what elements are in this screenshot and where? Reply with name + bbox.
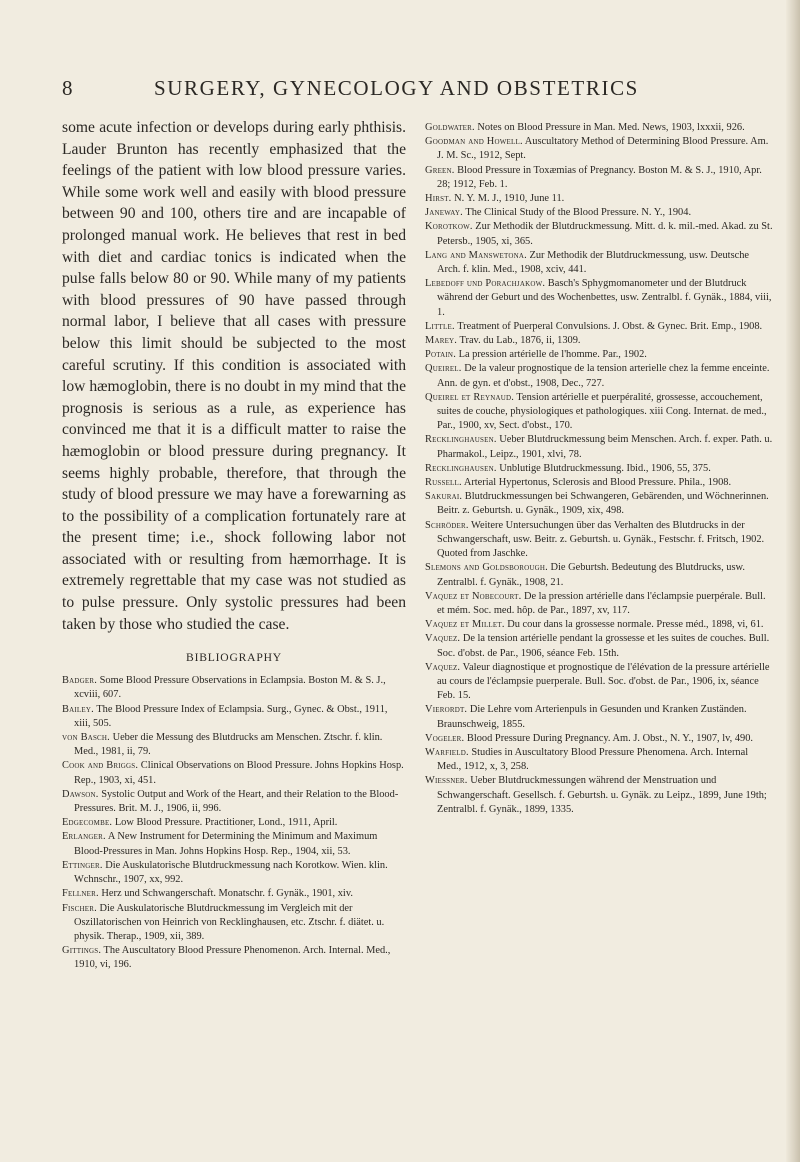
reference-text: The Blood Pressure Index of Eclampsia. Surg., Gynec. & Obst., 1911, xiii, 505. bbox=[74, 703, 388, 729]
reference-author: Badger. bbox=[62, 675, 98, 687]
reference-text: Clinical Observations on Blood Pressure. Johns Hopkins Hosp. Rep., 1903, xi, 451. bbox=[74, 760, 404, 786]
bibliography-entry bbox=[425, 490, 773, 518]
bibliography-entry bbox=[62, 902, 406, 945]
reference-author: Russell. bbox=[425, 477, 462, 489]
reference-text: Arterial Hypertonus, Sclerosis and Blood Pressure. Phila., 1908. bbox=[461, 477, 732, 489]
reference-author: Ettinger. bbox=[62, 859, 103, 871]
reference-author: Edgecombe. bbox=[62, 817, 113, 829]
reference-text: Die Auskulatorische Blutdruckmessung nach Korotkow. Wien. klin. Wchnschr., 1907, xx, 992. bbox=[74, 859, 388, 886]
bibliography-entry bbox=[425, 433, 773, 461]
reference-text: Weitere Untersuchungen über das Verhalten des Blutdrucks in der Schwangerschaft, usw. Beitr. z. Geburtsh. u. Gynäk., Festschr. f. Fritsch, 1902. Quoted from Jaschke. bbox=[437, 519, 765, 560]
reference-author: von Basch. bbox=[62, 732, 110, 744]
reference-author: Vaquez et Millet. bbox=[425, 619, 505, 631]
bibliography-entry bbox=[425, 362, 773, 390]
bibliography-entry bbox=[425, 334, 773, 348]
reference-author: Janeway. bbox=[425, 207, 463, 219]
reference-text: Zur Methodik der Blutdruckmessung. Mitt. d. k. mil.-med. Akad. zu St. Petersb., 1905, xi, 365. bbox=[437, 221, 773, 247]
bibliography-entry bbox=[425, 220, 773, 248]
bibliography-entry bbox=[425, 135, 773, 163]
reference-author: Vaquez. bbox=[425, 633, 461, 645]
reference-author: Schröder. bbox=[425, 519, 469, 531]
page-header bbox=[62, 76, 752, 106]
reference-text: A New Instrument for Determining the Minimum and Maximum Blood-Pressures in Man. Johns Hopkins Hosp. Rep., 1904, xii, 53. bbox=[74, 831, 378, 857]
reference-author: Warfield. bbox=[425, 746, 469, 758]
bibliography-entry bbox=[425, 249, 773, 277]
reference-author: Queirel et Reynaud. bbox=[425, 391, 515, 403]
bibliography-entry bbox=[62, 674, 406, 702]
reference-author: Green. bbox=[425, 164, 455, 176]
reference-author: Lebedoff und Porachjakow. bbox=[425, 278, 546, 290]
reference-author: Cook and Briggs. bbox=[62, 760, 139, 772]
reference-text: De la valeur prognostique de la tension arterielle chez la femme enceinte. Ann. de gyn. et d'obst., 1908, Dec., 727. bbox=[437, 363, 770, 389]
reference-author: Bailey. bbox=[62, 703, 94, 715]
bibliography-heading: BIBLIOGRAPHY bbox=[186, 651, 282, 665]
bibliography-entry bbox=[425, 192, 773, 206]
bibliography-entry bbox=[425, 320, 773, 334]
reference-text: Blood Pressure During Pregnancy. Am. J. Obst., N. Y., 1907, lv, 490. bbox=[464, 732, 754, 744]
reference-author: Erlanger. bbox=[62, 831, 106, 843]
reference-text: Ueber Blutdruckmessung beim Menschen. Arch. f. exper. Path. u. Pharmakol., Leipz., 1901, xlvi, 78. bbox=[437, 434, 773, 460]
reference-author: Lang and Manswetona. bbox=[425, 249, 527, 261]
reference-text: Blutdruckmessungen bei Schwangeren, Gebärenden, und Wöchnerinnen. Beitr. z. Geburtsh. u. Gynäk., 1909, xix, 498. bbox=[437, 491, 769, 517]
reference-text: Valeur diagnostique et prognostique de l'élévation de la pressure artérielle au cours de l'éclampsie puerperale. Bull. Soc. d'obst. de Par., 1906, ix, séance Feb. 15. bbox=[437, 661, 770, 702]
reference-author: Marey. bbox=[425, 335, 458, 347]
reference-text: Tension artérielle et puerpéralité, grossesse, accouchement, suites de couche, physiologiques et pathologiques. xiii Cong. Internat. de med., Par., 1900, xv, Sect. d'obst., 170. bbox=[437, 391, 767, 432]
bibliography-list-left bbox=[62, 674, 406, 972]
bibliography-entry bbox=[425, 519, 773, 562]
bibliography-entry bbox=[62, 887, 406, 901]
bibliography-entry bbox=[425, 121, 773, 135]
left-column bbox=[62, 117, 406, 973]
reference-author: Sakurai. bbox=[425, 491, 463, 503]
bibliography-entry bbox=[425, 277, 773, 320]
bibliography-entry bbox=[425, 164, 773, 192]
bibliography-entry bbox=[62, 731, 406, 759]
reference-text: Some Blood Pressure Observations in Eclampsia. Boston M. & S. J., xcviii, 607. bbox=[74, 675, 386, 701]
bibliography-entry bbox=[62, 859, 406, 887]
reference-text: Treatment of Puerperal Convulsions. J. Obst. & Gynec. Brit. Emp., 1908. bbox=[454, 320, 763, 332]
reference-text: Notes on Blood Pressure in Man. Med. News, 1903, lxxxii, 926. bbox=[474, 122, 745, 133]
running-title: SURGERY, GYNECOLOGY AND OBSTETRICS bbox=[154, 76, 639, 100]
reference-text: The Auscultatory Blood Pressure Phenomenon. Arch. Internal. Med., 1910, vi, 196. bbox=[74, 945, 391, 971]
bibliography-entry bbox=[425, 618, 773, 632]
reference-text: Zur Methodik der Blutdruckmessung, usw. Deutsche Arch. f. klin. Med., 1908, xciv, 441. bbox=[437, 249, 750, 276]
bibliography-entry bbox=[425, 632, 773, 660]
reference-author: Goldwater. bbox=[425, 122, 475, 133]
right-column bbox=[425, 121, 773, 817]
reference-text: De la pression artérielle dans l'éclampsie puerpérale. Bull. et mém. Soc. med. hôp. de Par., 1897, xv, 117. bbox=[437, 590, 766, 616]
reference-text: Ueber die Messung des Blutdrucks am Menschen. Ztschr. f. klin. Med., 1981, ii, 79. bbox=[74, 732, 383, 758]
bibliography-list-right bbox=[425, 121, 773, 817]
bibliography-entry bbox=[425, 732, 773, 746]
reference-text: La pression artérielle de l'homme. Par., 1902. bbox=[456, 349, 647, 361]
bibliography-entry bbox=[425, 774, 773, 817]
reference-text: Trav. du Lab., 1876, ii, 1309. bbox=[457, 335, 581, 347]
reference-author: Dawson. bbox=[62, 788, 99, 800]
page-number: 8 bbox=[62, 76, 73, 100]
bibliography-entry bbox=[62, 759, 406, 787]
bibliography-entry bbox=[62, 788, 406, 816]
reference-author: Little. bbox=[425, 320, 455, 332]
reference-author: Wiessner. bbox=[425, 775, 468, 787]
reference-text: Unblutige Blutdruckmessung. Ibid., 1906, 55, 375. bbox=[496, 462, 711, 474]
bibliography-entry bbox=[425, 703, 773, 731]
reference-author: Recklinghausen. bbox=[425, 434, 497, 446]
reference-text: Die Lehre vom Arterienpuls in Gesunden und Kranken Zuständen. Braunschweig, 1855. bbox=[437, 704, 747, 730]
reference-author: Vogeler. bbox=[425, 732, 465, 744]
bibliography-entry bbox=[425, 348, 773, 362]
body-paragraph: some acute infection or develops during early phthisis. Lauder Brunton has recently emphasized that the feelings of the patient with low blood pressure varies. While some work well and easily with blood pressure between 90 and 100, others tire and are incapable of prolonged manual work. He believes that rest in bed with diet and cardiac tonics is indicated when the pulse falls below 80 or 90. While many of my patients with blood pressures of 90 have passed through normal labor, I believe that all cases with pressure below this limit should be subjected to the most careful scrutiny. If this condition is associated with low hæmoglobin, there is no doubt in my mind that the prognosis is serious as a rule, as experience has convinced me that it is a difficult matter to raise the hæmoglobin or blood pressure during pregnancy. It seems highly probable, therefore, that through the study of blood pressure we may have a forewarning as to the possibility of a complication fortunately rare at the present time; i.e., shock following labor not associated with or resulting from hæmorrhage. It is extremely regrettable that my case was not studied as to pulse pressure. Only systolic pressures had been taken by those who studied the case. bbox=[62, 119, 406, 633]
reference-text: Du cour dans la grossesse normale. Presse méd., 1898, vi, 61. bbox=[504, 619, 764, 631]
bibliography-entry bbox=[425, 462, 773, 476]
bibliography-entry bbox=[425, 561, 773, 589]
reference-author: Hirst. bbox=[425, 193, 452, 205]
reference-text: The Clinical Study of the Blood Pressure. N. Y., 1904. bbox=[462, 207, 692, 219]
page-edge bbox=[786, 0, 800, 1162]
bibliography-entry bbox=[425, 206, 773, 220]
reference-author: Korotkow. bbox=[425, 221, 473, 233]
bibliography-entry bbox=[425, 590, 773, 618]
bibliography-entry bbox=[425, 476, 773, 490]
reference-author: Recklinghausen. bbox=[425, 462, 497, 474]
bibliography-entry bbox=[62, 703, 406, 731]
reference-text: Die Auskulatorische Blutdruckmessung im Vergleich mit der Oszillatorischen von Heinrich von Recklinghausen, etc. Ztschr. f. diätet. u. physik. Therap., 1909, xii, 389. bbox=[74, 902, 385, 942]
reference-author: Potain. bbox=[425, 349, 456, 361]
reference-text: Auscultatory Method of Determining Blood Pressure. Am. J. M. Sc., 1912, Sept. bbox=[437, 136, 769, 162]
reference-author: Vaquez. bbox=[425, 661, 461, 673]
reference-author: Vierordt. bbox=[425, 704, 468, 716]
bibliography-entry bbox=[425, 391, 773, 434]
reference-author: Goodman and Howell. bbox=[425, 136, 523, 148]
reference-author: Gittings. bbox=[62, 945, 102, 957]
reference-author: Queirel. bbox=[425, 363, 462, 375]
reference-text: Studies in Auscultatory Blood Pressure Phenomena. Arch. Internal Med., 1912, x, 3, 258. bbox=[437, 746, 749, 773]
reference-author: Vaquez et Nobecourt. bbox=[425, 590, 522, 602]
bibliography-entry bbox=[62, 830, 406, 858]
bibliography-entry bbox=[425, 661, 773, 704]
reference-author: Fellner. bbox=[62, 888, 99, 900]
reference-author: Slemons and Goldsborough. bbox=[425, 562, 548, 574]
bibliography-entry bbox=[425, 746, 773, 774]
reference-text: N. Y. M. J., 1910, June 11. bbox=[451, 193, 565, 205]
reference-text: Herz und Schwangerschaft. Monatschr. f. Gynäk., 1901, xiv. bbox=[98, 888, 353, 900]
reference-text: Die Geburtsh. Bedeutung des Blutdrucks, usw. Zentralbl. f. Gynäk., 1908, 21. bbox=[437, 562, 745, 588]
reference-text: Blood Pressure in Toxæmias of Pregnancy. Boston M. & S. J., 1910, Apr. 28; 1912, Feb. 1. bbox=[437, 164, 762, 190]
reference-text: Ueber Blutdruckmessungen während der Menstruation und Schwangerschaft. Gesellsch. f. Geburtsh. u. Gynäk. zu Leipz., 1899, June 19th; Zentralbl. f. Gynäk., 1899, 1335. bbox=[437, 775, 767, 815]
reference-text: De la tension artérielle pendant la grossesse et les suites de couches. Bull. Soc. d'obst. de Par., 1906, séance Feb. 15th. bbox=[437, 633, 770, 659]
bibliography-entry bbox=[62, 944, 406, 972]
reference-text: Low Blood Pressure. Practitioner, Lond., 1911, April. bbox=[112, 817, 338, 829]
reference-author: Fischer. bbox=[62, 902, 97, 914]
reference-text: Basch's Sphygmomanometer und der Blutdruck während der Geburt und des Wochenbettes, usw. Zentralbl. f. Gynäk., 1884, viii, 1. bbox=[437, 278, 772, 318]
reference-text: Systolic Output and Work of the Heart, and their Relation to the Blood-Pressures. Brit. M. J., 1906, ii, 996. bbox=[74, 788, 399, 815]
bibliography-entry bbox=[62, 816, 406, 830]
